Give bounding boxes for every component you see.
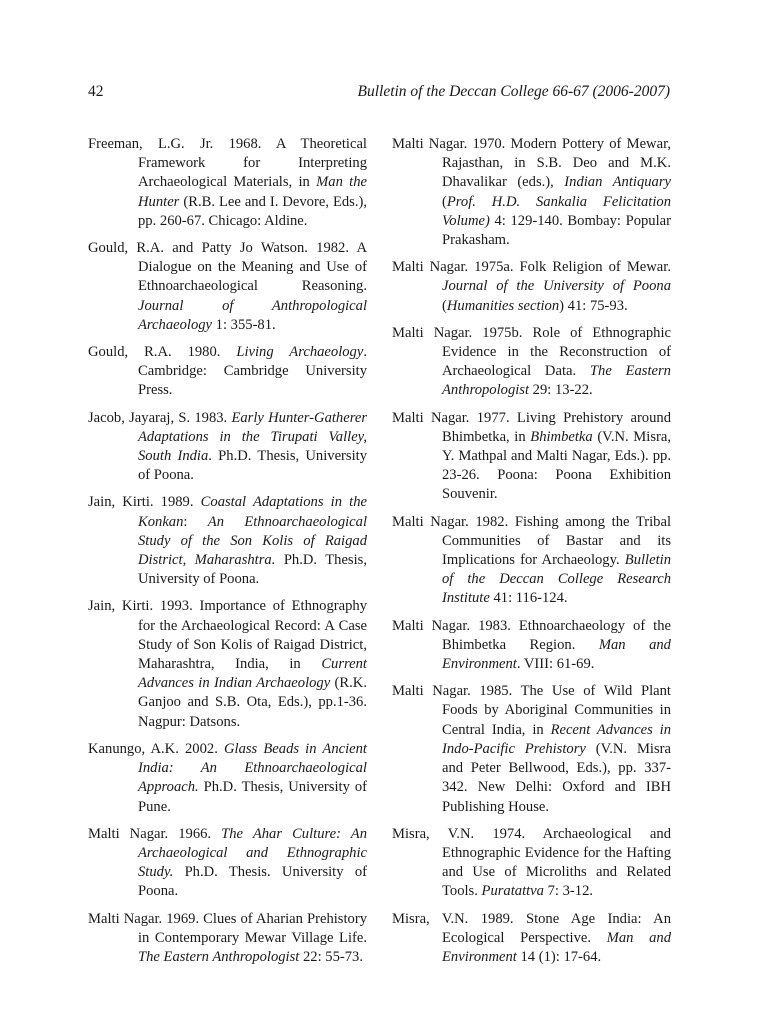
reference-text: Ph.D. Thesis. University of Poona. bbox=[138, 864, 367, 900]
reference-text: Malti Nagar. 1983. Ethnoarchaeology of the Bhimbetka Region. bbox=[392, 617, 671, 653]
reference-entry bbox=[88, 910, 367, 968]
reference-text: Jacob, Jayaraj, S. 1983. bbox=[88, 409, 232, 426]
reference-title-italic: Man and Environment bbox=[442, 929, 671, 965]
reference-text: Jain, Kirti. 1989. bbox=[88, 494, 201, 511]
reference-title-italic: Indian Antiquary bbox=[564, 174, 671, 191]
reference-entry bbox=[392, 910, 671, 968]
reference-text: Malti Nagar. 1970. Modern Pottery of Mewar, Rajasthan, in S.B. Deo and M.K. Dhavalikar (eds.), bbox=[392, 136, 671, 191]
reference-entry bbox=[88, 493, 367, 589]
reference-entry bbox=[392, 324, 671, 401]
reference-title-italic: Journal of Anthropological Archaeology bbox=[138, 297, 367, 333]
reference-entry bbox=[392, 682, 671, 816]
reference-text: ( bbox=[442, 193, 447, 210]
reference-text: : bbox=[183, 513, 208, 530]
reference-title-italic: Man and Environment bbox=[442, 636, 671, 673]
references-column-right bbox=[392, 135, 671, 975]
reference-text: Jain, Kirti. 1993. Importance of Ethnography for the Archaeological Record: A Case Study of Son Kolis of Raigad District, Maharashtra, India, in bbox=[88, 598, 367, 673]
reference-text: 41: 116-124. bbox=[489, 590, 568, 607]
reference-title-italic: An Ethnoarchaeological Study of the Son Kolis of Raigad District, Maharashtra. bbox=[138, 513, 368, 569]
reference-entry bbox=[88, 239, 367, 335]
reference-entry bbox=[392, 258, 671, 316]
page-number: 42 bbox=[88, 83, 104, 100]
reference-text: 4: 129-140. Bombay: Popular Prakasham. bbox=[442, 212, 671, 249]
reference-entry bbox=[88, 135, 367, 231]
reference-title-italic: Recent Advances in Indo-Pacific Prehistory bbox=[442, 721, 672, 757]
reference-title-italic: Humanities section bbox=[446, 297, 560, 314]
reference-title-italic: Current Advances in Indian Archaeology bbox=[138, 656, 367, 692]
reference-text: Malti Nagar. 1966. bbox=[88, 825, 222, 842]
reference-title-italic: Coastal Adaptations in the Konkan bbox=[138, 494, 367, 530]
reference-title-italic: Man the Hunter bbox=[138, 174, 367, 210]
reference-title-italic: Prof. H.D. Sankalia Felicitation Volume) bbox=[442, 193, 671, 229]
reference-text: 7: 3-12. bbox=[543, 883, 594, 900]
reference-entry bbox=[88, 825, 367, 902]
reference-title-italic: Puratattva bbox=[481, 883, 544, 900]
journal-title: Bulletin of the Deccan College 66-67 (2006-2007) bbox=[357, 83, 670, 100]
reference-entry bbox=[88, 597, 367, 731]
reference-text: . Ph.D. Thesis, University of Poona. bbox=[138, 448, 367, 484]
reference-text: . Cambridge: Cambridge University Press. bbox=[138, 344, 367, 399]
reference-title-italic: Living Archaeology bbox=[236, 344, 364, 361]
reference-entry bbox=[88, 740, 367, 817]
reference-text: Kanungo, A.K. 2002. bbox=[88, 740, 224, 757]
reference-text: Misra, V.N. 1989. Stone Age India: An Ecological Perspective. bbox=[392, 910, 671, 946]
reference-entry bbox=[392, 513, 671, 609]
reference-text: ) 41: 75-93. bbox=[559, 297, 628, 314]
reference-text: ( bbox=[442, 297, 447, 314]
reference-title-italic: The Ahar Culture: An Archaeological and Ethnographic Study. bbox=[138, 825, 367, 881]
reference-text: (R.B. Lee and I. Devore, Eds.), pp. 260-67. Chicago: Aldine. bbox=[138, 193, 367, 229]
reference-entry bbox=[392, 825, 671, 902]
reference-title-italic: Bhimbetka bbox=[530, 428, 593, 445]
reference-title-italic: Bulletin of the Deccan College Research Institute bbox=[442, 552, 671, 607]
reference-text: 1: 355-81. bbox=[212, 316, 276, 333]
reference-entry bbox=[88, 343, 367, 401]
reference-text: Malti Nagar. 1975a. Folk Religion of Mewar. bbox=[392, 259, 671, 276]
reference-entry bbox=[392, 135, 671, 250]
reference-text: (R.K. Ganjoo and S.B. Ota, Eds.), pp.1-36. Nagpur: Datsons. bbox=[138, 675, 367, 730]
reference-text: Gould, R.A. 1980. bbox=[88, 344, 237, 361]
reference-text: Ph.D. Thesis, University of Poona. bbox=[138, 552, 367, 588]
reference-title-italic: Journal of the University of Poona bbox=[442, 278, 671, 295]
reference-text: Malti Nagar. 1985. The Use of Wild Plant Foods by Aboriginal Communities in Central India, in bbox=[392, 683, 671, 738]
reference-title-italic: Glass Beads in Ancient India: An Ethnoarchaeological Approach. bbox=[138, 740, 367, 796]
reference-text: 29: 13-22. bbox=[529, 382, 593, 399]
reference-text: Malti Nagar. 1977. Living Prehistory around Bhimbetka, in bbox=[392, 409, 671, 445]
reference-text: (V.N. Misra, Y. Mathpal and Malti Nagar, Eds.). pp. 23-26. Poona: Poona Exhibition Souvenir. bbox=[442, 428, 671, 503]
reference-text: Freeman, L.G. Jr. 1968. A Theoretical Framework for Interpreting Archaeological Materials, in bbox=[88, 136, 367, 191]
reference-text: Gould, R.A. and Patty Jo Watson. 1982. A Dialogue on the Meaning and Use of Ethnoarchaeological Reasoning. bbox=[88, 240, 367, 295]
reference-title-italic: Early Hunter-Gatherer Adaptations in the Tirupati Valley, South India bbox=[138, 409, 367, 465]
reference-entry bbox=[392, 617, 671, 675]
reference-text: (V.N. Misra and Peter Bellwood, Eds.), pp. 337-342. New Delhi: Oxford and IBH Publishing House. bbox=[442, 740, 671, 815]
reference-entry bbox=[392, 409, 671, 505]
reference-text: Malti Nagar. 1975b. Role of Ethnographic Evidence in the Reconstruction of Archaeological Data. bbox=[392, 324, 671, 380]
reference-entry bbox=[88, 409, 367, 486]
reference-text: 14 (1): 17-64. bbox=[516, 948, 602, 965]
running-header bbox=[88, 83, 670, 105]
reference-text: . VIII: 61-69. bbox=[516, 656, 595, 673]
reference-title-italic: The Eastern Anthropologist bbox=[138, 948, 300, 965]
reference-text: Misra, V.N. 1974. Archaeological and Ethnographic Evidence for the Hafting and Use of Microliths and Related Tools. bbox=[392, 825, 671, 900]
references-column-left bbox=[88, 135, 367, 975]
reference-text: Malti Nagar. 1982. Fishing among the Tribal Communities of Bastar and its Implications for Archaeology. bbox=[392, 513, 671, 569]
reference-text: Ph.D. Thesis, University of Pune. bbox=[138, 779, 367, 815]
reference-text: Malti Nagar. 1969. Clues of Aharian Prehistory in Contemporary Mewar Village Life. bbox=[88, 910, 367, 946]
reference-title-italic: The Eastern Anthropologist bbox=[442, 363, 671, 399]
reference-text: 22: 55-73. bbox=[299, 948, 364, 965]
